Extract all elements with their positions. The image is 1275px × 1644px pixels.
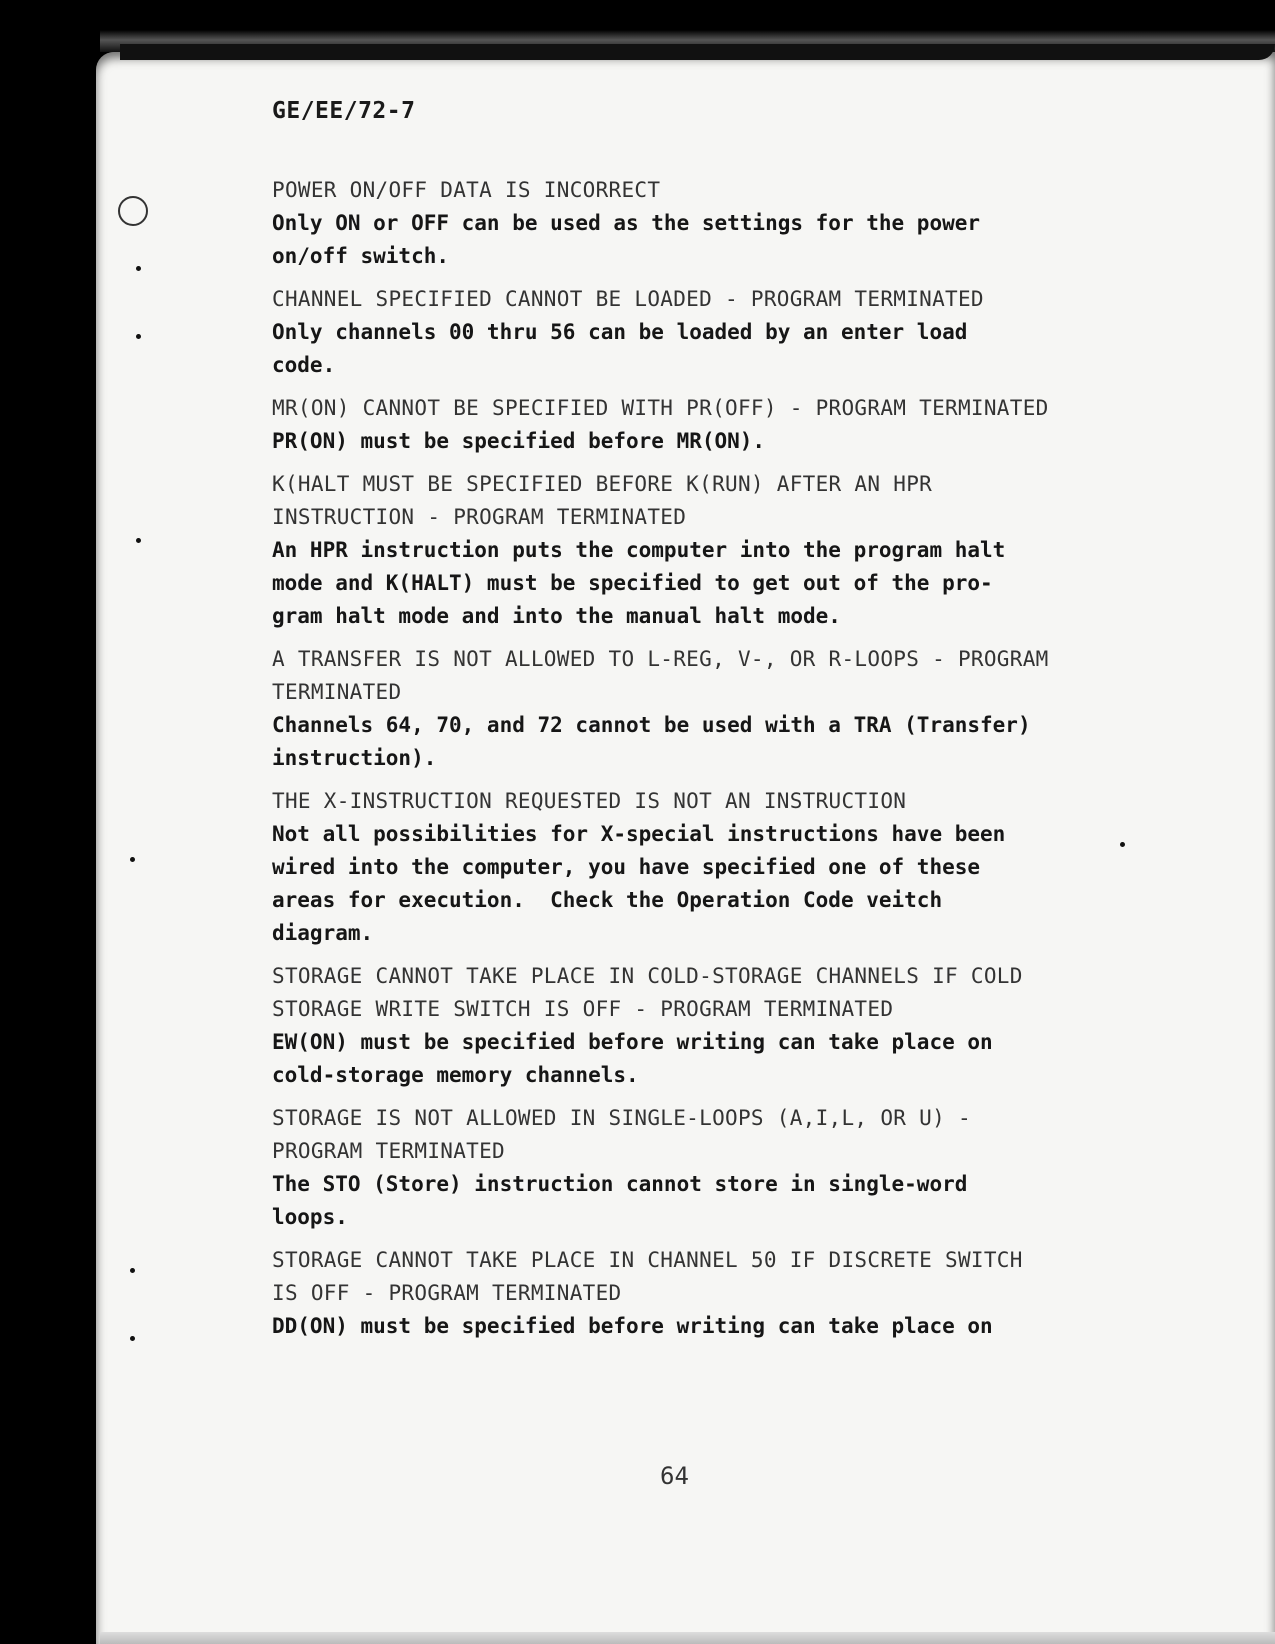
- scan-speck: [130, 1336, 135, 1341]
- error-entry: [272, 283, 1102, 382]
- error-description: PR(ON) must be specified before MR(ON).: [272, 429, 766, 453]
- error-description: EW(ON) must be specified before writing can take place on cold-storage memory channels.: [272, 1030, 993, 1087]
- error-description: Only ON or OFF can be used as the settings for the power on/off switch.: [272, 211, 981, 268]
- error-message-list: [272, 174, 1102, 1353]
- scan-bottom-edge: [100, 1632, 1275, 1644]
- error-title: POWER ON/OFF DATA IS INCORRECT: [272, 178, 661, 202]
- error-title: STORAGE CANNOT TAKE PLACE IN CHANNEL 50 IF DISCRETE SWITCH IS OFF - PROGRAM TERMINATED: [272, 1248, 1023, 1305]
- error-entry: [272, 643, 1102, 775]
- error-description: Not all possibilities for X-special instructions have been wired into the computer, you have specified one of these areas for execution. Check the Operation Code veitch diagram.: [272, 822, 1006, 945]
- scan-speck: [130, 857, 135, 862]
- error-entry: [272, 960, 1102, 1092]
- scan-speck: [136, 266, 141, 271]
- scan-speck: [1120, 842, 1125, 847]
- error-title: MR(ON) CANNOT BE SPECIFIED WITH PR(OFF) - PROGRAM TERMINATED: [272, 396, 1049, 420]
- scan-shadow-line: [120, 44, 1275, 60]
- error-title: STORAGE CANNOT TAKE PLACE IN COLD-STORAGE CHANNELS IF COLD STORAGE WRITE SWITCH IS OFF - PROGRAM TERMINATED: [272, 964, 1023, 1021]
- scan-speck: [130, 1268, 135, 1273]
- error-title: CHANNEL SPECIFIED CANNOT BE LOADED - PROGRAM TERMINATED: [272, 287, 984, 311]
- error-description: An HPR instruction puts the computer into the program halt mode and K(HALT) must be specified to get out of the pro- gram halt mode and into the manual halt mode.: [272, 538, 1006, 628]
- error-entry: [272, 392, 1102, 458]
- error-description: Only channels 00 thru 56 can be loaded by an enter load code.: [272, 320, 968, 377]
- error-entry: [272, 468, 1102, 633]
- punch-hole-icon: [118, 196, 148, 226]
- error-description: DD(ON) must be specified before writing can take place on: [272, 1314, 993, 1338]
- error-entry: [272, 1102, 1102, 1234]
- error-title: K(HALT MUST BE SPECIFIED BEFORE K(RUN) AFTER AN HPR INSTRUCTION - PROGRAM TERMINATED: [272, 472, 933, 529]
- scan-speck: [136, 538, 141, 543]
- scan-speck: [136, 334, 141, 339]
- error-entry: [272, 174, 1102, 273]
- page-number: 64: [660, 1462, 689, 1490]
- error-title: THE X-INSTRUCTION REQUESTED IS NOT AN INSTRUCTION: [272, 789, 907, 813]
- error-title: STORAGE IS NOT ALLOWED IN SINGLE-LOOPS (A,I,L, OR U) - PROGRAM TERMINATED: [272, 1106, 971, 1163]
- document-id: GE/EE/72-7: [272, 98, 416, 124]
- scan-left-border: [0, 0, 100, 1644]
- error-description: Channels 64, 70, and 72 cannot be used with a TRA (Transfer) instruction).: [272, 713, 1031, 770]
- error-entry: [272, 1244, 1102, 1343]
- error-description: The STO (Store) instruction cannot store in single-word loops.: [272, 1172, 968, 1229]
- error-title: A TRANSFER IS NOT ALLOWED TO L-REG, V-, OR R-LOOPS - PROGRAM TERMINATED: [272, 647, 1049, 704]
- error-entry: [272, 785, 1102, 950]
